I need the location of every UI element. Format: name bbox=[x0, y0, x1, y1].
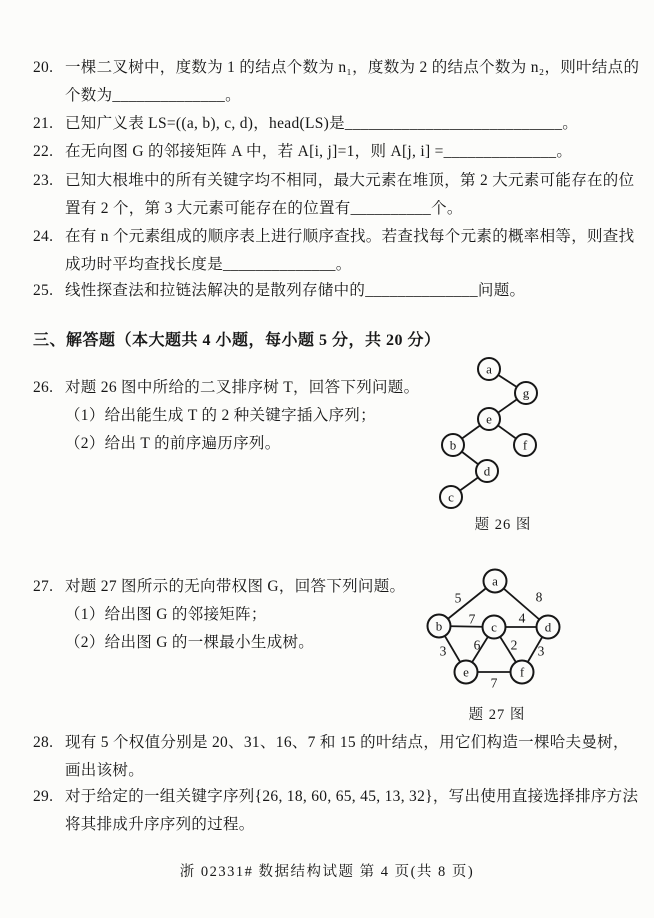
edge-weight-a-d: 8 bbox=[535, 589, 543, 605]
node-label-e: e bbox=[486, 411, 492, 427]
node-label-c: c bbox=[491, 619, 497, 635]
page-footer: 浙 02331# 数据结构试题 第 4 页(共 8 页) bbox=[179, 864, 475, 880]
question-22 bbox=[33, 138, 572, 166]
question-number: 27. bbox=[33, 578, 54, 595]
question-number: 29. bbox=[33, 788, 54, 805]
node-label-b: b bbox=[435, 618, 443, 634]
question-number: 23. bbox=[33, 172, 54, 189]
question-text-line: 现有 5 个权值分别是 20、31、16、7 和 15 的叶结点，用它们构造一棵哈夫曼树， bbox=[65, 734, 629, 751]
node-label-c: c bbox=[448, 489, 454, 505]
question-number: 28. bbox=[33, 734, 54, 751]
question-text-line: 对于给定的一组关键字序列{26, 18, 60, 65, 45, 13, 32}，写出使用直接选择排序方法 bbox=[65, 788, 639, 805]
node-label-e: e bbox=[463, 664, 469, 680]
node-label-d: d bbox=[544, 619, 552, 635]
question-24 bbox=[33, 223, 634, 279]
edge-weight-d-f: 3 bbox=[537, 643, 545, 659]
bst-figure bbox=[428, 348, 578, 520]
node-label-b: b bbox=[449, 437, 457, 453]
figure-26-caption: 题 26 图 bbox=[474, 517, 532, 533]
question-subitem-2: （2）给出 T 的前序遍历序列。 bbox=[65, 435, 281, 452]
question-text-line: 在有 n 个元素组成的顺序表上进行顺序查找。若查找每个元素的概率相等，则查找 bbox=[65, 228, 635, 245]
question-text-line: 已知大根堆中的所有关键字均不相同，最大元素在堆顶，第 2 大元素可能存在的位 bbox=[65, 172, 635, 189]
node-label-f: f bbox=[519, 664, 525, 680]
node-label-d: d bbox=[483, 463, 491, 479]
question-text-line: 一棵二叉树中，度数为 1 的结点个数为 n₁，度数为 2 的结点个数为 n₂，则叶结点的 bbox=[65, 59, 640, 76]
question-number: 22. bbox=[33, 143, 54, 160]
edge-weight-c-f: 2 bbox=[510, 637, 518, 653]
edge-weight-b-e: 3 bbox=[439, 643, 447, 659]
node-label-f: f bbox=[522, 437, 528, 453]
node-label-a: a bbox=[492, 573, 498, 589]
question-29 bbox=[33, 783, 638, 839]
edge-weight-a-b: 5 bbox=[454, 590, 462, 606]
question-subitem-2: （2）给出图 G 的一棵最小生成树。 bbox=[65, 634, 315, 651]
question-text-line: 在无向图 G 的邻接矩阵 A 中，若 A[i, j]=1，则 A[j, i] =______________。 bbox=[65, 143, 573, 160]
question-text-line: 个数为______________。 bbox=[65, 87, 241, 104]
question-27 bbox=[33, 573, 405, 657]
node-label-g: g bbox=[522, 385, 530, 401]
question-text-line: 成功时平均查找长度是______________。 bbox=[65, 256, 352, 273]
question-number: 24. bbox=[33, 228, 54, 245]
section-header: 三、解答题（本大题共 4 小题，每小题 5 分，共 20 分） bbox=[33, 332, 441, 349]
bst-figure-svg bbox=[428, 348, 578, 520]
question-subitem-1: （1）给出能生成 T 的 2 种关键字插入序列； bbox=[65, 407, 376, 424]
question-number: 25. bbox=[33, 282, 54, 299]
question-number: 26. bbox=[33, 379, 54, 396]
edge-weight-c-d: 4 bbox=[518, 610, 526, 626]
question-text-line: 置有 2 个，第 3 大元素可能存在的位置有__________个。 bbox=[65, 200, 463, 217]
question-text-line: 将其排成升序序列的过程。 bbox=[65, 816, 255, 833]
question-20 bbox=[33, 54, 639, 110]
node-label-a: a bbox=[486, 361, 492, 377]
question-number: 20. bbox=[33, 59, 54, 76]
weighted-graph-figure bbox=[422, 562, 572, 692]
question-text-line: 线性探查法和拉链法解决的是散列存储中的______________问题。 bbox=[65, 282, 526, 299]
edge-weight-e-f: 7 bbox=[490, 675, 498, 691]
question-text-line: 已知广义表 LS=((a, b), c, d)，head(LS)是___________________________。 bbox=[65, 115, 579, 132]
question-text-line: 对题 27 图所示的无向带权图 G，回答下列问题。 bbox=[65, 578, 406, 595]
question-23 bbox=[33, 167, 634, 223]
edge-weight-b-c: 7 bbox=[468, 611, 476, 627]
weighted-graph-figure-svg bbox=[422, 562, 572, 692]
question-26 bbox=[33, 374, 419, 458]
question-number: 21. bbox=[33, 115, 54, 132]
question-25 bbox=[33, 277, 525, 305]
edge-weight-c-e: 6 bbox=[473, 637, 481, 653]
figure-27-caption: 题 27 图 bbox=[468, 707, 526, 723]
question-subitem-1: （1）给出图 G 的邻接矩阵； bbox=[65, 606, 267, 623]
question-28 bbox=[33, 729, 629, 785]
question-text-line: 画出该树。 bbox=[65, 762, 145, 779]
question-21 bbox=[33, 110, 578, 138]
question-text-line: 对题 26 图中所给的二叉排序树 T，回答下列问题。 bbox=[65, 379, 420, 396]
